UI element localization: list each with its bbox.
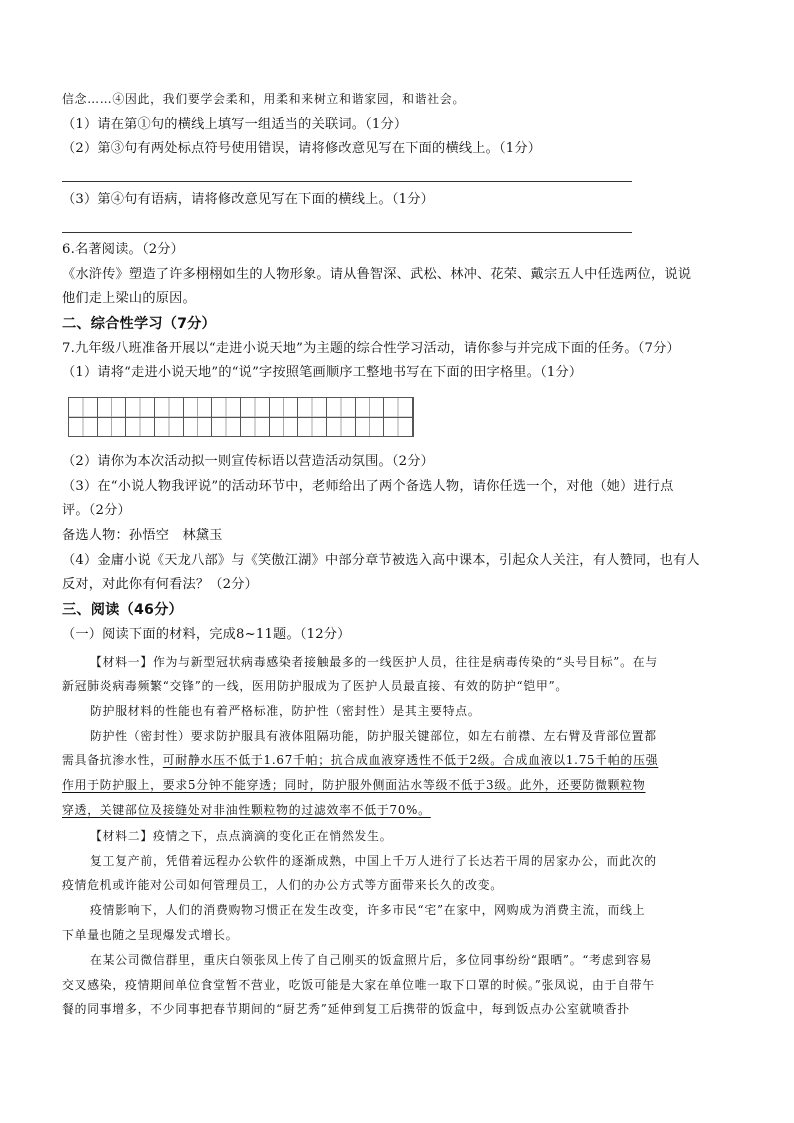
question-7-title: 7.九年级八班准备开展以“走进小说天地”为主题的综合性学习活动，请你参与并完成下面的任务。（7分） <box>62 341 680 356</box>
grid-cell[interactable] <box>270 398 299 436</box>
material-paragraph <box>62 751 658 769</box>
grid-cell[interactable] <box>98 398 127 436</box>
question-7-4: （4）金庸小说《天龙八部》与《笑傲江湖》中部分章节被选入高中课本，引起众人关注，有人赞同，也有人 <box>62 553 700 568</box>
question-5-3: （3）第④句有语病，请将修改意见写在下面的横线上。（1分） <box>62 192 435 207</box>
grid-cell[interactable] <box>69 398 98 436</box>
underlined-text: 作用于防护服上，要求5分钟不能穿透；同时，防护服外侧面沾水等级不低于3级。此外，还要防微颗粒物 <box>62 778 646 792</box>
grid-cell[interactable] <box>327 398 356 436</box>
question-5-1: （1）请在第①句的横线上填写一组适当的关联词。（1分） <box>62 117 408 132</box>
answer-line[interactable] <box>62 181 632 182</box>
question-7-3: 评。（2分） <box>62 503 131 518</box>
grid-cell[interactable] <box>212 398 241 436</box>
material-paragraph: 在某公司微信群里，重庆白领张凤上传了自己刚买的饭盒照片后，多位同事纷纷“跟晒”。“考虑到容易 <box>90 953 653 967</box>
material-paragraph: 防护服材料的性能也有着严格标准，防护性（密封性）是其主要特点。 <box>90 704 481 718</box>
material-paragraph: 交叉感染，疫情期间单位食堂暂不营业，吃饭可能是大家在单位唯一取下口罩的时候。”张凤说，由于自带午 <box>62 978 655 992</box>
question-7-2: （2）请你为本次活动拟一则宣传标语以营造活动氛围。（2分） <box>62 454 435 469</box>
material-paragraph: 疫情影响下，人们的消费购物习惯正在发生改变，许多市民“宅”在家中，网购成为消费主流，而线上 <box>90 903 646 917</box>
material-paragraph: 【材料二】疫情之下，点点滴滴的变化正在悄然发生。 <box>90 829 393 843</box>
section-heading: 二、综合性学习（7分） <box>62 316 216 332</box>
reading-intro: （一）阅读下面的材料，完成8~11题。（12分） <box>62 627 351 642</box>
section-heading: 三、阅读（46分） <box>62 602 183 618</box>
grid-cell[interactable] <box>298 398 327 436</box>
material-paragraph: 复工复产前，凭借着远程办公软件的逐渐成熟，中国上千万人进行了长达若干周的居家办公，而此次的 <box>90 854 657 868</box>
question-7-1: （1）请将“走进小说天地”的“说”字按照笔画顺序工整地书写在下面的田字格里。（1分） <box>62 365 583 380</box>
material-paragraph: 餐的同事增多，不少同事把春节期间的“厨艺秀”延伸到复工后携带的饭盒中，每到饭点办公室就喷香扑 <box>62 1002 630 1016</box>
material-paragraph: 防护性（密封性）要求防护服具有液体阻隔功能，防护服关键部位，如左右前襟、左右臂及背部位置都 <box>90 729 657 743</box>
answer-line[interactable] <box>62 232 632 233</box>
grid-cell[interactable] <box>126 398 155 436</box>
underlined-text: 穿透，关键部位及接缝处对非油性颗粒物的过滤效率不低于70%。 <box>62 803 431 817</box>
grid-cell[interactable] <box>384 398 413 436</box>
tian-zi-grid[interactable] <box>68 397 414 437</box>
question-6-text: 他们走上梁山的原因。 <box>62 291 196 306</box>
question-7-3: （3）在“小说人物我评说”的活动环节中，老师给出了两个备选人物，请你任选一个，对他（她）进行点 <box>62 479 674 494</box>
question-5-2: （2）第③句有两处标点符号使用错误，请将修改意见写在下面的横线上。（1分） <box>62 141 542 156</box>
question-6-title: 6.名著阅读。（2分） <box>62 242 185 257</box>
passage-line: 信念……④因此，我们要学会柔和，用柔和来树立和谐家园，和谐社会。 <box>62 92 466 106</box>
question-7-4: 反对，对此你有何看法？（2分） <box>62 577 259 592</box>
grid-cell[interactable] <box>155 398 184 436</box>
grid-cell[interactable] <box>356 398 385 436</box>
question-6-text: 《水浒传》塑造了许多栩栩如生的人物形象。请从鲁智深、武松、林冲、花荣、戴宗五人中任选两位，说说 <box>62 267 692 282</box>
material-paragraph: 疫情危机或许能对公司如何管理员工，人们的办公方式等方面带来长久的改变。 <box>62 878 503 892</box>
material-paragraph: 新冠肺炎病毒频繁“交锋”的一线，医用防护服成为了医护人员最直接、有效的防护“铠甲”。 <box>62 679 569 693</box>
grid-cell[interactable] <box>241 398 270 436</box>
underlined-text: 可耐静水压不低于1.67千帕；抗合成血液穿透性不低于2级。合成血液以1.75千帕的压强 <box>162 753 659 767</box>
material-paragraph: 下单量也随之呈现爆发式增长。 <box>62 928 239 942</box>
plain-text: 需具备抗渗水性， <box>62 753 163 767</box>
candidate-characters: 备选人物：孙悟空 林黛玉 <box>62 528 223 543</box>
grid-cell[interactable] <box>184 398 213 436</box>
material-paragraph: 【材料一】作为与新型冠状病毒感染者接触最多的一线医护人员，往往是病毒传染的“头号目标”。在与 <box>90 655 658 669</box>
